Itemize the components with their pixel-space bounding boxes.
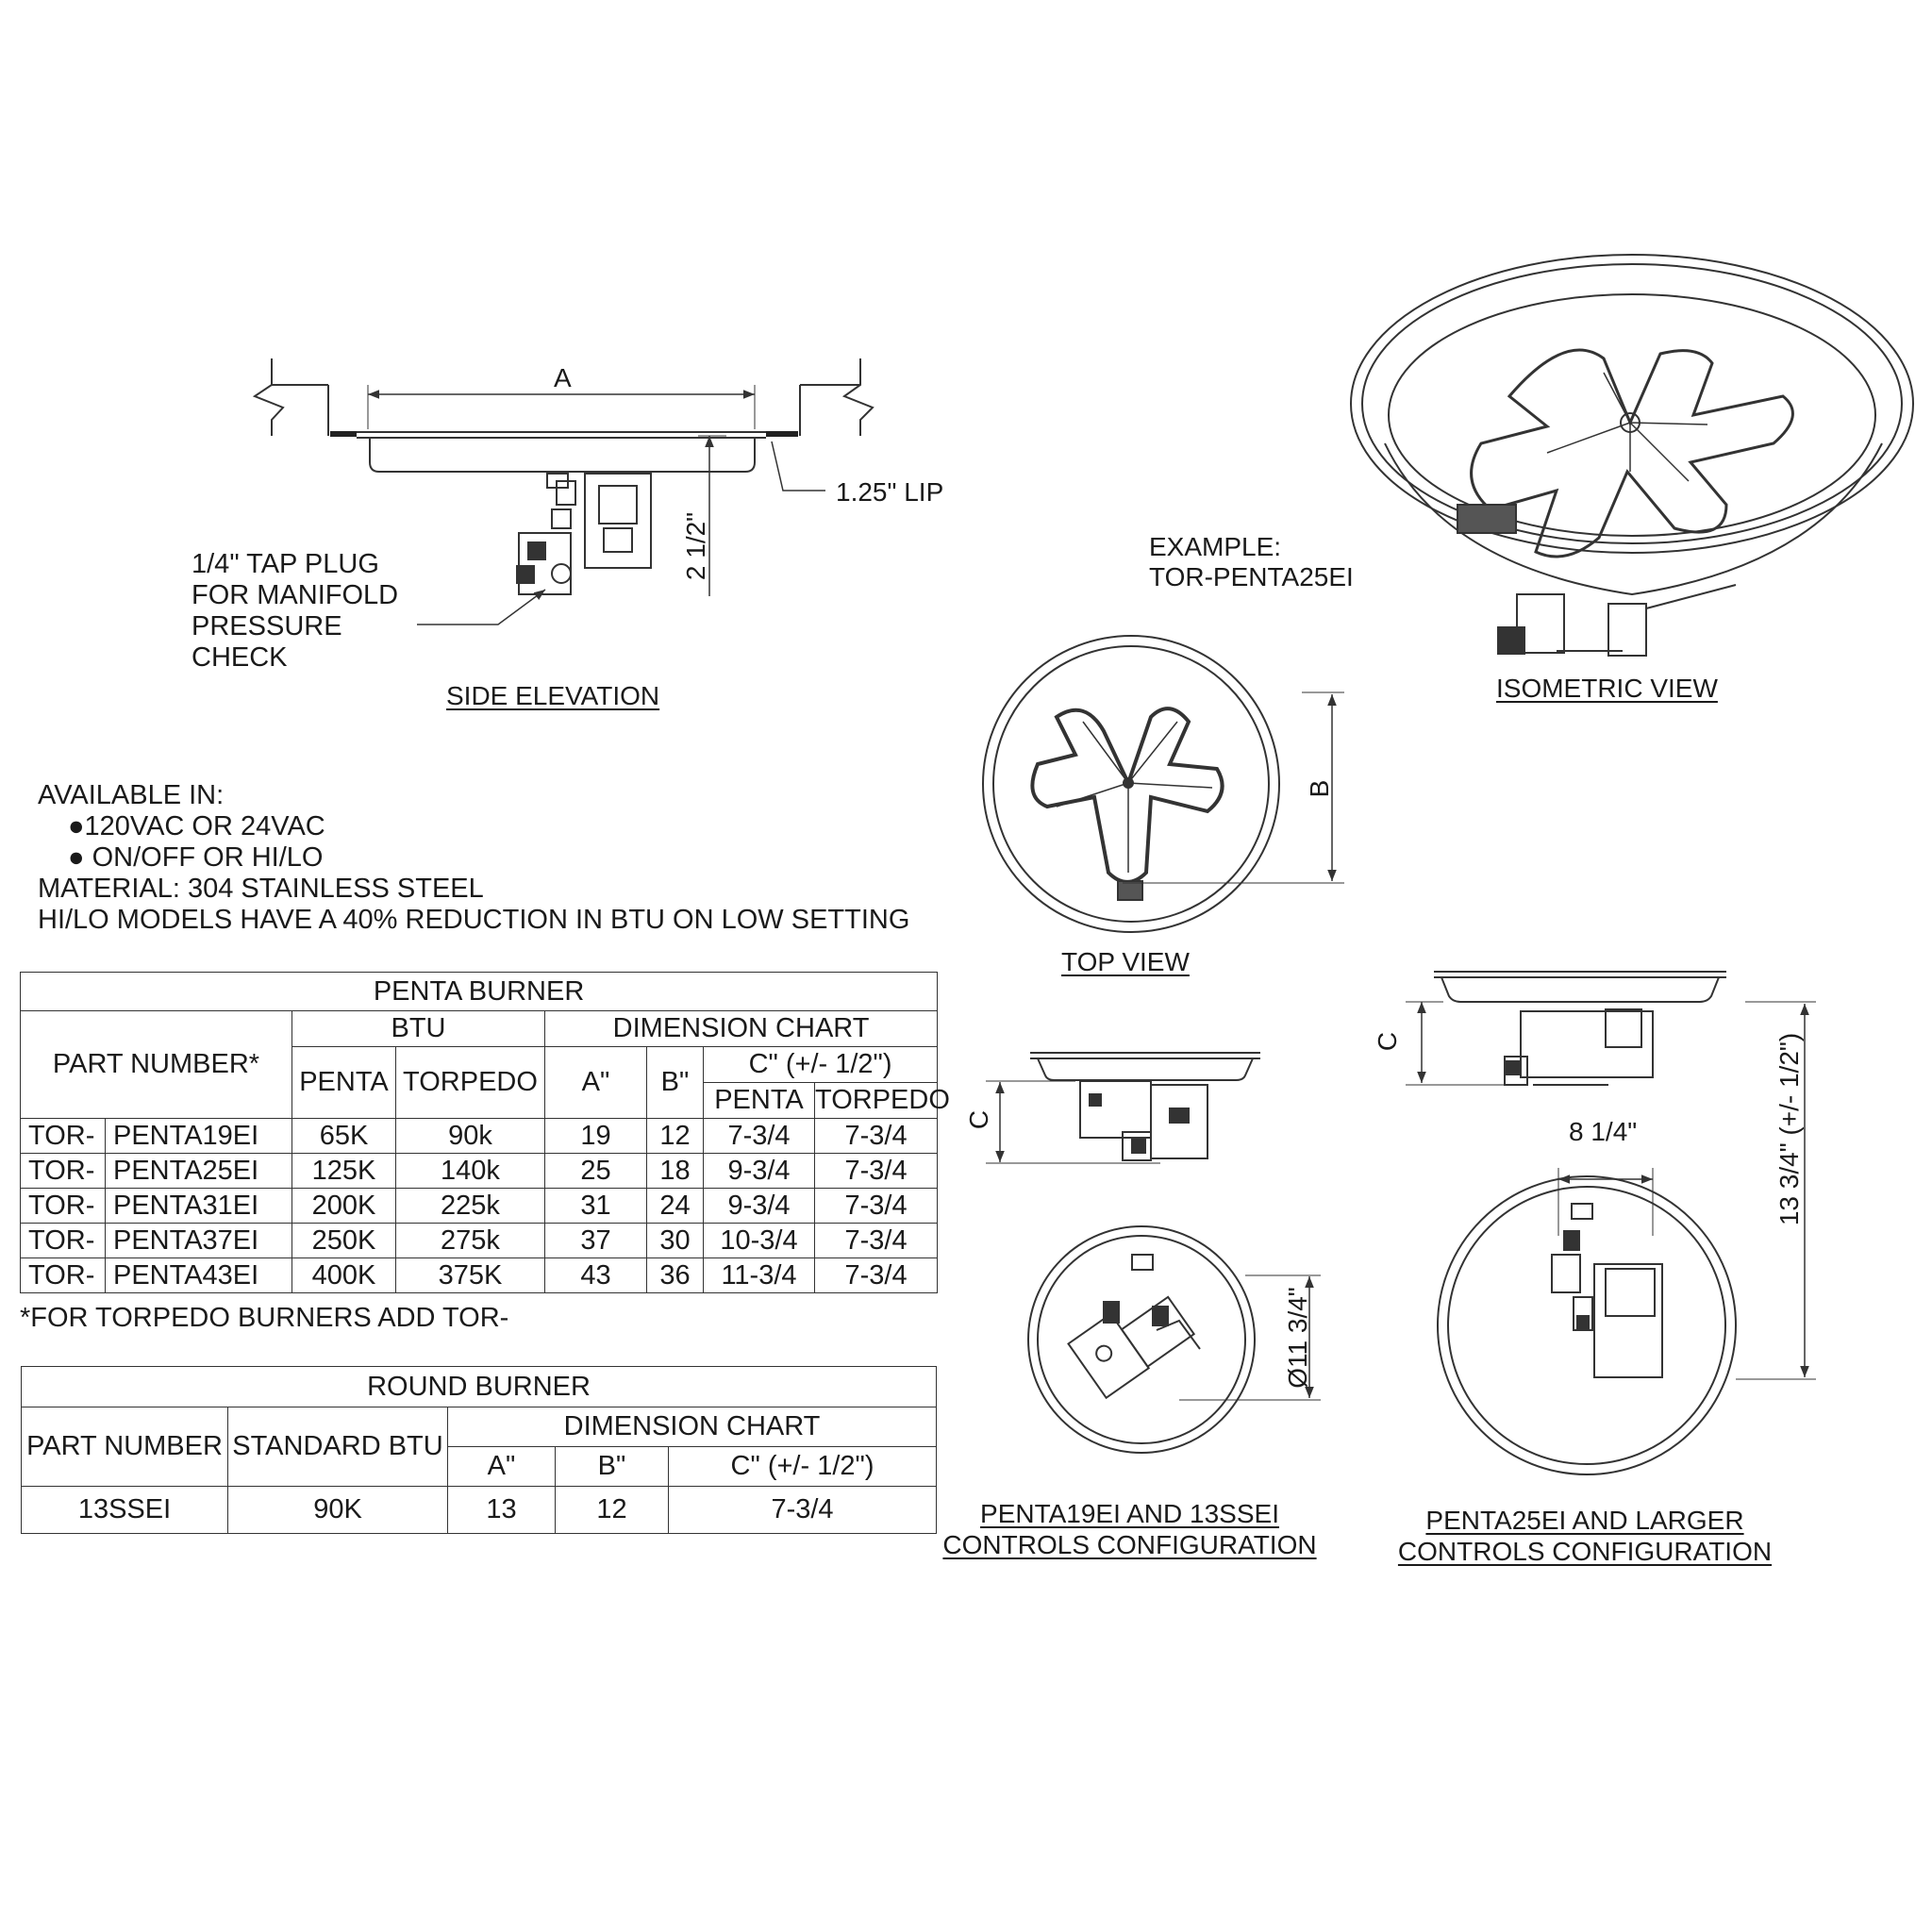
- cell-torpedo-btu: 90k: [396, 1119, 545, 1154]
- dimension-a-label: A: [554, 363, 572, 392]
- tap-plug-line: 1/4" TAP PLUG: [192, 549, 379, 579]
- sub-torpedo-header: TORPEDO: [815, 1083, 938, 1119]
- col-penta-header: PENTA: [292, 1047, 396, 1119]
- cell-torpedo-btu: 375K: [396, 1258, 545, 1293]
- cell-penta-btu: 250K: [292, 1224, 396, 1258]
- tap-plug-line: FOR MANIFOLD: [192, 580, 399, 610]
- table-row: [21, 1154, 938, 1189]
- cell-torpedo-btu: 140k: [396, 1154, 545, 1189]
- large-config-title: [1387, 1505, 1783, 1567]
- round-cell-c: 7-3/4: [669, 1487, 937, 1534]
- small-config-title: [934, 1498, 1325, 1560]
- cell-penta-btu: 125K: [292, 1154, 396, 1189]
- cell-torpedo-btu: 225k: [396, 1189, 545, 1224]
- note-line: MATERIAL: 304 STAINLESS STEEL: [38, 874, 484, 904]
- isometric-view-title: ISOMETRIC VIEW: [1496, 674, 1718, 703]
- penta-burner-table: [20, 972, 950, 1293]
- cell-c-torpedo: 7-3/4: [815, 1224, 938, 1258]
- part-number-header: PART NUMBER*: [21, 1011, 292, 1119]
- offset-8-1-4-label: 8 1/4": [1569, 1117, 1638, 1146]
- cell-c-penta: 9-3/4: [704, 1189, 815, 1224]
- standard-btu-header: STANDARD BTU: [228, 1407, 448, 1487]
- cell-prefix: TOR-: [21, 1258, 106, 1293]
- cell-c-penta: 9-3/4: [704, 1154, 815, 1189]
- example-part-label: TOR-PENTA25EI: [1149, 562, 1354, 591]
- table-row: [21, 1189, 938, 1224]
- torpedo-footnote: *FOR TORPEDO BURNERS ADD TOR-: [20, 1303, 509, 1333]
- cell-c-torpedo: 7-3/4: [815, 1189, 938, 1224]
- cell-a: 19: [545, 1119, 647, 1154]
- cell-prefix: TOR-: [21, 1189, 106, 1224]
- col-a-header: A": [545, 1047, 647, 1119]
- side-elevation-title: SIDE ELEVATION: [446, 681, 660, 710]
- small-config-title-line: PENTA19EI AND 13SSEI: [980, 1499, 1279, 1528]
- cell-prefix: TOR-: [21, 1154, 106, 1189]
- table-row: [21, 1119, 938, 1154]
- sub-penta-header: PENTA: [704, 1083, 815, 1119]
- top-view-title: TOP VIEW: [1061, 947, 1190, 976]
- round-col-b-header: B": [556, 1447, 669, 1487]
- cell-b: 30: [647, 1224, 704, 1258]
- penta-table-title: PENTA BURNER: [21, 973, 938, 1011]
- col-c-header: C" (+/- 1/2"): [704, 1047, 938, 1083]
- small-config-dim-c: C: [964, 1109, 993, 1130]
- height-2-1-2-label: 2 1/2": [681, 511, 710, 581]
- cell-c-torpedo: 7-3/4: [815, 1154, 938, 1189]
- small-config-side-drawing: [986, 1053, 1260, 1163]
- large-config-bottom-drawing: [1438, 1168, 1736, 1474]
- cell-a: 43: [545, 1258, 647, 1293]
- note-line: AVAILABLE IN:: [38, 780, 225, 810]
- tap-plug-note: [192, 549, 398, 674]
- example-label: EXAMPLE:: [1149, 532, 1282, 561]
- note-line: HI/LO MODELS HAVE A 40% REDUCTION IN BTU ON LOW SETTING: [38, 905, 910, 935]
- small-config-bottom-drawing: [1028, 1226, 1321, 1453]
- availability-notes: [38, 780, 909, 936]
- cell-prefix: TOR-: [21, 1224, 106, 1258]
- cell-part: PENTA25EI: [106, 1154, 292, 1189]
- height-13-3-4-label: 13 3/4" (+/- 1/2"): [1774, 1032, 1804, 1226]
- round-cell-btu: 90K: [228, 1487, 448, 1534]
- cell-c-torpedo: 7-3/4: [815, 1258, 938, 1293]
- dimension-b-label: B: [1305, 779, 1334, 798]
- note-line: ●120VAC OR 24VAC: [68, 811, 325, 841]
- tap-plug-line: CHECK: [192, 642, 288, 673]
- round-col-a-header: A": [448, 1447, 556, 1487]
- large-config-title-line: CONTROLS CONFIGURATION: [1397, 1537, 1773, 1566]
- cell-part: PENTA37EI: [106, 1224, 292, 1258]
- cell-b: 24: [647, 1189, 704, 1224]
- large-config-side-drawing: [1406, 972, 1816, 1379]
- round-burner-table: [21, 1366, 937, 1534]
- note-line: ● ON/OFF OR HI/LO: [68, 842, 324, 873]
- table-row: [21, 1224, 938, 1258]
- round-cell-a: 13: [448, 1487, 556, 1534]
- large-config-dim-c: C: [1373, 1031, 1402, 1052]
- cell-a: 25: [545, 1154, 647, 1189]
- round-dimension-header: DIMENSION CHART: [448, 1407, 937, 1447]
- round-table-title: ROUND BURNER: [22, 1367, 937, 1407]
- cell-c-penta: 10-3/4: [704, 1224, 815, 1258]
- round-cell-b: 12: [556, 1487, 669, 1534]
- col-torpedo-header: TORPEDO: [396, 1047, 545, 1119]
- cell-torpedo-btu: 275k: [396, 1224, 545, 1258]
- cell-c-torpedo: 7-3/4: [815, 1119, 938, 1154]
- cell-part: PENTA43EI: [106, 1258, 292, 1293]
- cell-c-penta: 7-3/4: [704, 1119, 815, 1154]
- cell-penta-btu: 200K: [292, 1189, 396, 1224]
- cell-a: 37: [545, 1224, 647, 1258]
- btu-header: BTU: [292, 1011, 545, 1047]
- col-b-header: B": [647, 1047, 704, 1119]
- round-part-number-header: PART NUMBER: [22, 1407, 228, 1487]
- table-row: [21, 1258, 938, 1293]
- cell-part: PENTA19EI: [106, 1119, 292, 1154]
- round-col-c-header: C" (+/- 1/2"): [669, 1447, 937, 1487]
- cell-penta-btu: 400K: [292, 1258, 396, 1293]
- cell-b: 36: [647, 1258, 704, 1293]
- cell-b: 12: [647, 1119, 704, 1154]
- cell-penta-btu: 65K: [292, 1119, 396, 1154]
- tap-plug-line: PRESSURE: [192, 611, 342, 641]
- lip-label: 1.25" LIP: [836, 477, 944, 507]
- cell-a: 31: [545, 1189, 647, 1224]
- top-view-drawing: [983, 636, 1344, 932]
- table-row: [22, 1487, 937, 1534]
- cell-c-penta: 11-3/4: [704, 1258, 815, 1293]
- round-cell-part: 13SSEI: [22, 1487, 228, 1534]
- large-config-title-line: PENTA25EI AND LARGER: [1425, 1506, 1744, 1535]
- cell-prefix: TOR-: [21, 1119, 106, 1154]
- diameter-label: Ø11 3/4": [1283, 1287, 1312, 1389]
- small-config-title-line: CONTROLS CONFIGURATION: [942, 1530, 1317, 1559]
- cell-part: PENTA31EI: [106, 1189, 292, 1224]
- dimension-chart-header: DIMENSION CHART: [545, 1011, 938, 1047]
- isometric-drawing: [1351, 255, 1913, 656]
- cell-b: 18: [647, 1154, 704, 1189]
